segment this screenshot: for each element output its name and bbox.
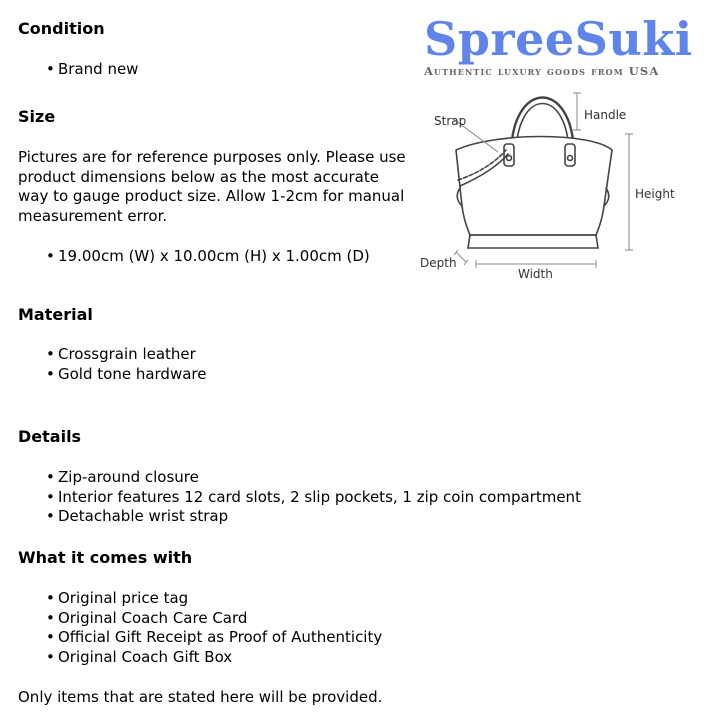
footer-note: Only items that are stated here will be provided. xyxy=(18,688,383,706)
condition-list xyxy=(18,60,138,80)
condition-heading: Condition xyxy=(18,19,105,38)
list-item: • Interior features 12 card slots, 2 slip pockets, 1 zip coin compartment xyxy=(18,488,581,508)
handle-label: Handle xyxy=(584,108,627,122)
size-heading: Size xyxy=(18,107,56,126)
list-item: • Detachable wrist strap xyxy=(18,507,581,527)
size-list xyxy=(18,247,370,267)
width-label: Width xyxy=(518,267,553,281)
comes-with-heading: What it comes with xyxy=(18,548,193,567)
height-label: Height xyxy=(635,187,675,201)
depth-label: Depth xyxy=(420,256,457,270)
list-item: • Brand new xyxy=(18,60,138,80)
list-item: • 19.00cm (W) x 10.00cm (H) x 1.00cm (D) xyxy=(18,247,370,267)
list-item: • Original Coach Care Card xyxy=(18,609,382,629)
details-list xyxy=(18,468,581,527)
list-item: • Original Coach Gift Box xyxy=(18,648,382,668)
list-item: • Crossgrain leather xyxy=(18,345,206,365)
logo-wordmark: SpreeSuki xyxy=(424,12,693,66)
list-item: • Official Gift Receipt as Proof of Authenticity xyxy=(18,628,382,648)
logo-tagline: Authentic luxury goods from USA xyxy=(424,64,660,78)
material-list xyxy=(18,345,206,384)
material-heading: Material xyxy=(18,305,93,324)
bag-dimensions-diagram xyxy=(416,88,686,288)
strap-label: Strap xyxy=(434,114,467,128)
list-item: • Gold tone hardware xyxy=(18,365,206,385)
list-item: • Original price tag xyxy=(18,589,382,609)
details-heading: Details xyxy=(18,427,82,446)
comes-with-list xyxy=(18,589,382,667)
size-description: Pictures are for reference purposes only. Please use product dimensions below as the most accurate way to gauge product size. Allow 1-2cm for manual measurement error. xyxy=(18,148,406,225)
list-item: • Zip-around closure xyxy=(18,468,581,488)
spreesuki-logo xyxy=(424,14,716,78)
